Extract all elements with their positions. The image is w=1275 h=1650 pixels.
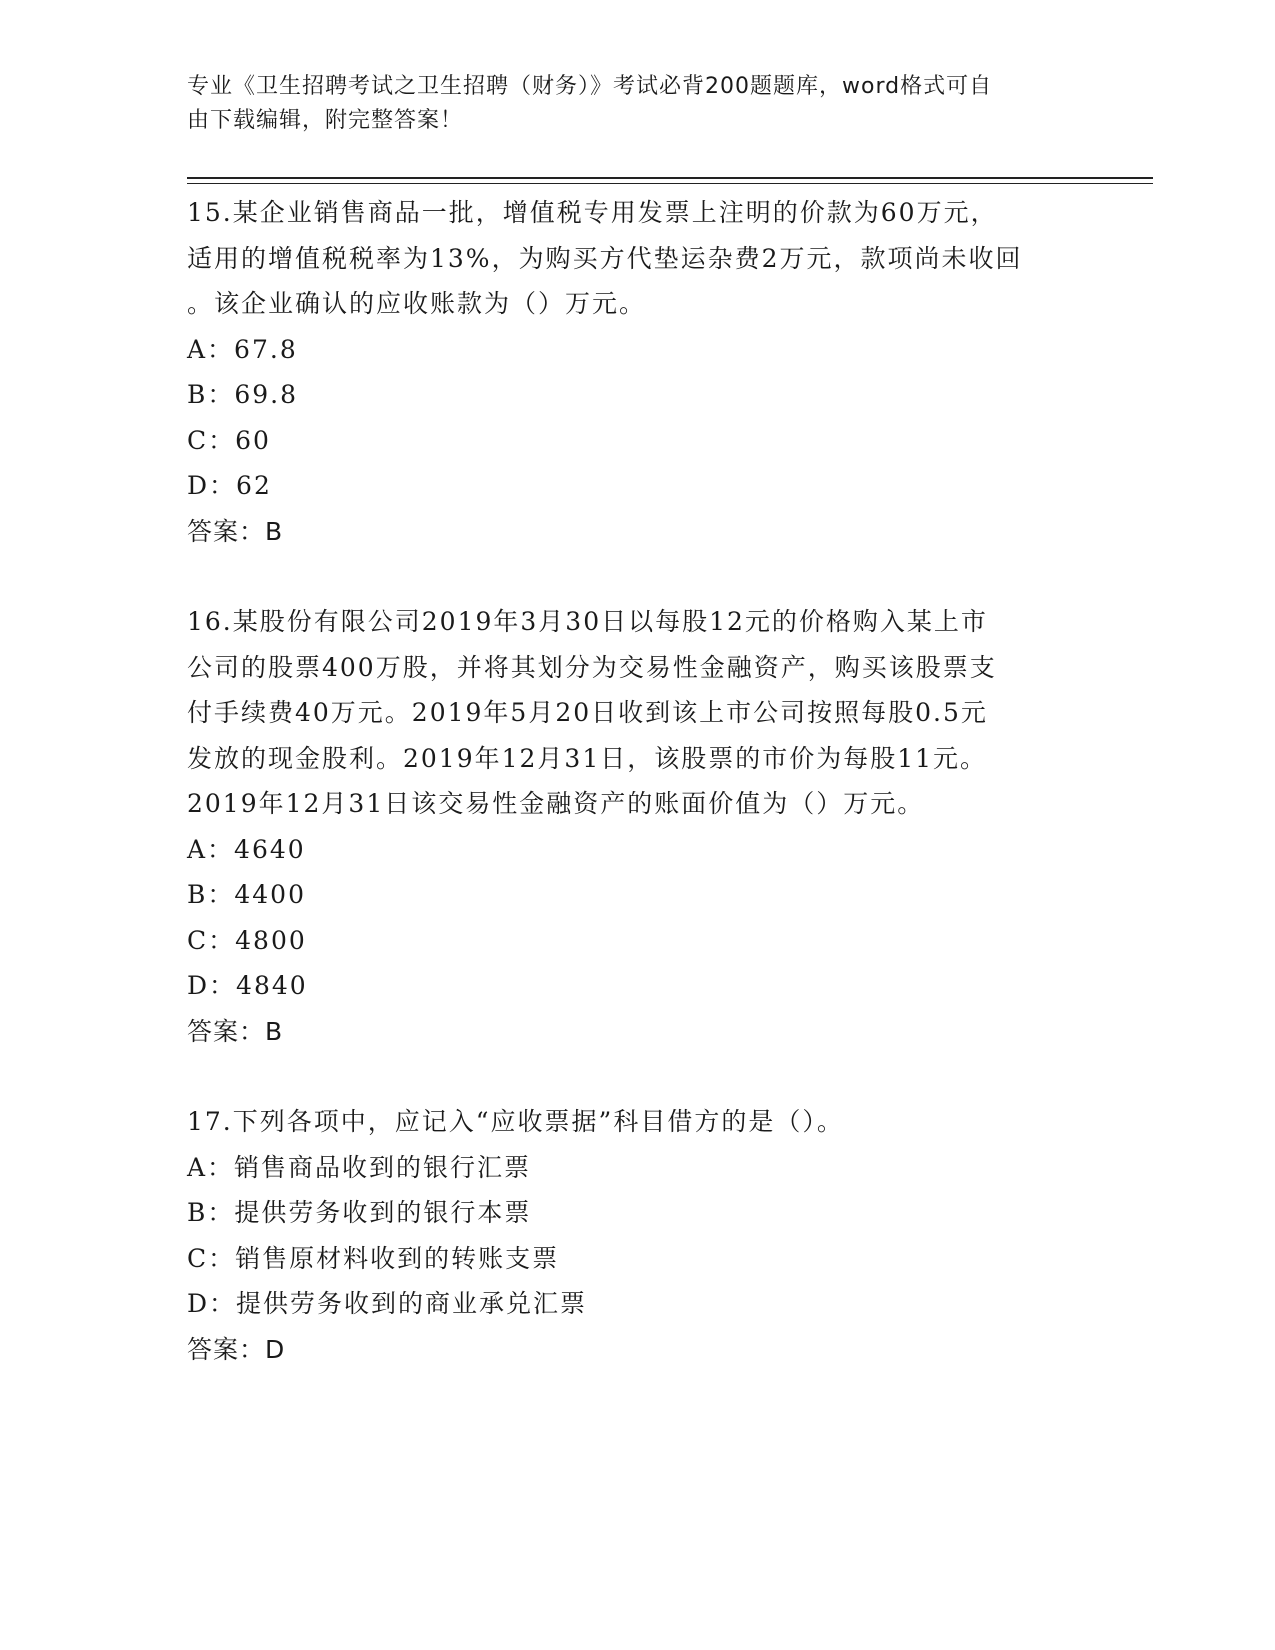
question-text-line: 2019年12月31日该交易性金融资产的账面价值为（）万元。 (187, 789, 925, 818)
question-text-line: 付手续费40万元。2019年5月20日收到该上市公司按照每股0.5元 (187, 698, 988, 727)
question-17 (187, 1099, 1087, 1372)
question-text-line: 发放的现金股利。2019年12月31日，该股票的市价为每股11元。 (187, 743, 988, 773)
question-text-line: 适用的增值税税率为13%，为购买方代垫运杂费2万元，款项尚未收回 (187, 243, 1023, 273)
option-b: B：69.8 (187, 380, 299, 409)
header-divider-thick (187, 177, 1153, 179)
option-a: A：67.8 (187, 334, 298, 364)
option-a: A：4640 (187, 834, 306, 864)
question-list (187, 190, 1087, 1372)
option-c: C：60 (187, 425, 271, 455)
answer: 答案：B (187, 516, 284, 546)
header-line-2: 由下载编辑，附完整答案！ (187, 108, 464, 133)
option-c: C：销售原材料收到的转账支票 (187, 1243, 560, 1273)
header-divider-thin (187, 183, 1153, 184)
answer: 答案：B (187, 1016, 284, 1046)
question-16 (187, 599, 1087, 1054)
question-text-line: 公司的股票400万股，并将其划分为交易性金融资产，购买该股票支 (187, 652, 997, 682)
question-15 (187, 190, 1087, 554)
answer: 答案：D (187, 1334, 286, 1364)
option-b: B：提供劳务收到的银行本票 (187, 1198, 532, 1227)
question-text-line: 15.某企业销售商品一批，增值税专用发票上注明的价款为60万元， (187, 198, 998, 227)
question-text-line: 17.下列各项中，应记入“应收票据”科目借方的是（）。 (187, 1107, 844, 1136)
option-c: C：4800 (187, 925, 307, 955)
document-header (187, 70, 1067, 138)
question-spacer (187, 554, 1087, 599)
header-line-1: 专业《卫生招聘考试之卫生招聘（财务）》考试必背200题题库，word格式可自 (187, 74, 993, 99)
option-d: D：提供劳务收到的商业承兑汇票 (187, 1289, 588, 1318)
question-text-line: 。该企业确认的应收账款为（）万元。 (187, 289, 647, 318)
question-spacer (187, 1054, 1087, 1099)
option-a: A：销售商品收到的银行汇票 (187, 1152, 532, 1182)
option-b: B：4400 (187, 880, 306, 909)
option-d: D：62 (187, 471, 272, 500)
option-d: D：4840 (187, 971, 308, 1000)
question-text-line: 16.某股份有限公司2019年3月30日以每股12元的价格购入某上市 (187, 607, 988, 636)
